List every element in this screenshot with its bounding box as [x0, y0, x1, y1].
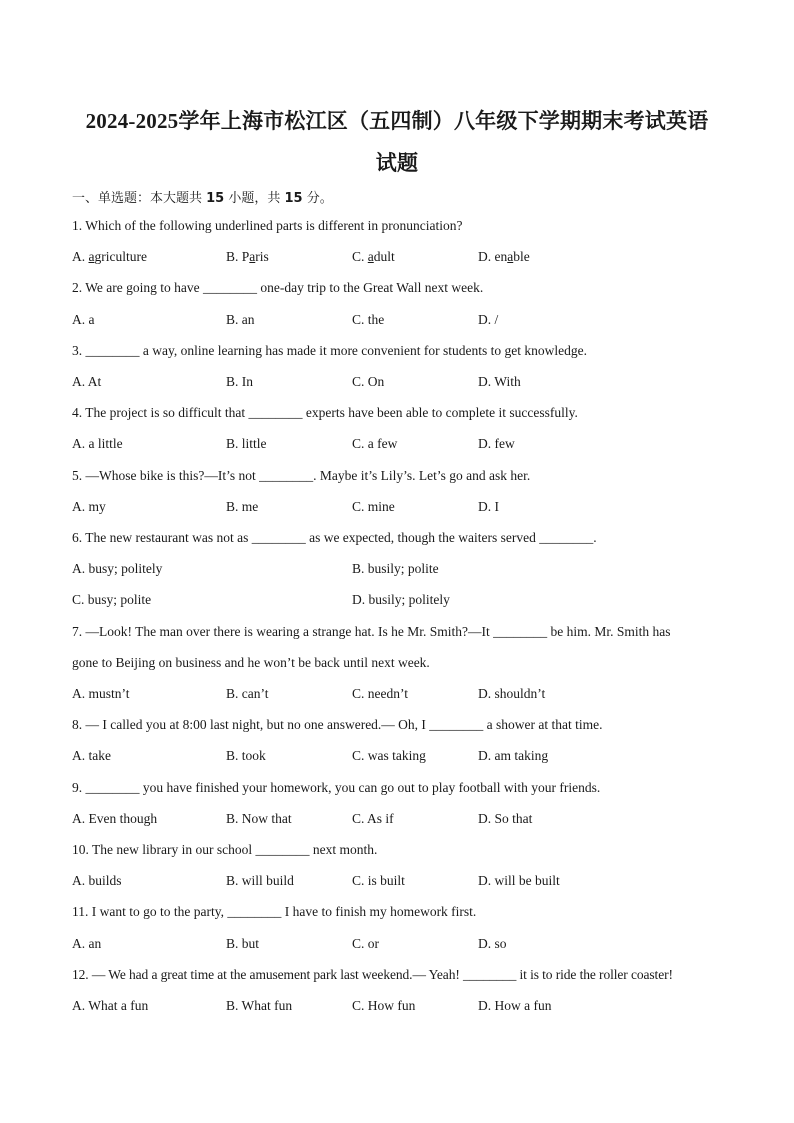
option-b: B. little	[226, 436, 267, 451]
option-c: C. On	[352, 374, 385, 389]
option-d: D. With	[478, 374, 521, 389]
option-a: A. What a fun	[72, 998, 149, 1013]
option-d: D. /	[478, 312, 499, 327]
question-stem: 1. Which of the following underlined parts is different in pronunciation?	[72, 218, 463, 233]
option-b: B. me	[226, 499, 259, 514]
option-c: C. adult	[352, 249, 395, 264]
option-b: B. took	[226, 748, 266, 763]
option-c: C. or	[352, 936, 379, 951]
option-d: D. So that	[478, 811, 533, 826]
option-a: A. take	[72, 748, 111, 763]
option-b: B. will build	[226, 873, 294, 888]
option-a: A. builds	[72, 873, 122, 888]
option-a: A. an	[72, 936, 102, 951]
option-b: B. can’t	[226, 686, 269, 701]
option-d: D. busily; politely	[352, 592, 450, 607]
question-stem: 3. ________ a way, online learning has made it more convenient for students to get knowledge.	[72, 343, 587, 358]
question-stem: 10. The new library in our school ________ next month.	[72, 842, 378, 857]
question-stem: 7. —Look! The man over there is wearing a strange hat. Is he Mr. Smith?—It ________ be him. Mr. Smith has	[72, 624, 671, 639]
option-d: D. shouldn’t	[478, 686, 546, 701]
page-title-continued: 试题	[375, 151, 419, 175]
question-stem: 5. —Whose bike is this?—It’s not ________. Maybe it’s Lily’s. Let’s go and ask her.	[72, 468, 531, 483]
option-d: D. How a fun	[478, 998, 552, 1013]
option-b: B. In	[226, 374, 253, 389]
option-c: C. a few	[352, 436, 398, 451]
question-stem: 2. We are going to have ________ one-day trip to the Great Wall next week.	[72, 280, 484, 295]
option-c: C. mine	[352, 499, 395, 514]
question-stem-continued: gone to Beijing on business and he won’t be back until next week.	[72, 655, 430, 670]
option-a: A. Even though	[72, 811, 158, 826]
option-c: C. How fun	[352, 998, 416, 1013]
option-c: C. busy; polite	[72, 592, 152, 607]
option-b: B. busily; polite	[352, 561, 439, 576]
option-a: A. a	[72, 312, 95, 327]
option-a: A. agriculture	[72, 249, 147, 264]
option-d: D. few	[478, 436, 515, 451]
section-heading: 一、单选题：本大题共 15 小题，共 15 分。	[72, 191, 333, 206]
option-d: D. enable	[478, 249, 530, 264]
option-d: D. I	[478, 499, 499, 514]
question-stem: 4. The project is so difficult that ________ experts have been able to complete it successfully.	[72, 405, 578, 420]
question-stem: 9. ________ you have finished your homework, you can go out to play football with your friends.	[72, 780, 601, 795]
option-b: B. but	[226, 936, 260, 951]
question-stem: 11. I want to go to the party, ________ I have to finish my homework first.	[72, 904, 477, 919]
option-a: A. a little	[72, 436, 123, 451]
option-a: A. my	[72, 499, 106, 514]
option-d: D. so	[478, 936, 507, 951]
page-title: 2024-2025学年上海市松江区（五四制）八年级下学期期末考试英语	[85, 109, 709, 133]
option-c: C. As if	[352, 811, 394, 826]
option-b: B. Now that	[226, 811, 292, 826]
option-a: A. At	[72, 374, 102, 389]
option-b: B. an	[226, 312, 255, 327]
option-a: A. mustn’t	[72, 686, 130, 701]
option-c: C. needn’t	[352, 686, 408, 701]
option-b: B. What fun	[226, 998, 293, 1013]
option-d: D. will be built	[478, 873, 560, 888]
question-stem: 8. — I called you at 8:00 last night, but no one answered.— Oh, I ________ a shower at that time.	[72, 717, 603, 732]
option-a: A. busy; politely	[72, 561, 163, 576]
option-d: D. am taking	[478, 748, 549, 763]
option-c: C. the	[352, 312, 385, 327]
option-c: C. was taking	[352, 748, 426, 763]
question-stem: 12. — We had a great time at the amusement park last weekend.— Yeah! ________ it is to ride the roller coaster!	[72, 967, 673, 982]
option-b: B. Paris	[226, 249, 269, 264]
question-stem: 6. The new restaurant was not as ________ as we expected, though the waiters served ________.	[72, 530, 597, 545]
option-c: C. is built	[352, 873, 405, 888]
